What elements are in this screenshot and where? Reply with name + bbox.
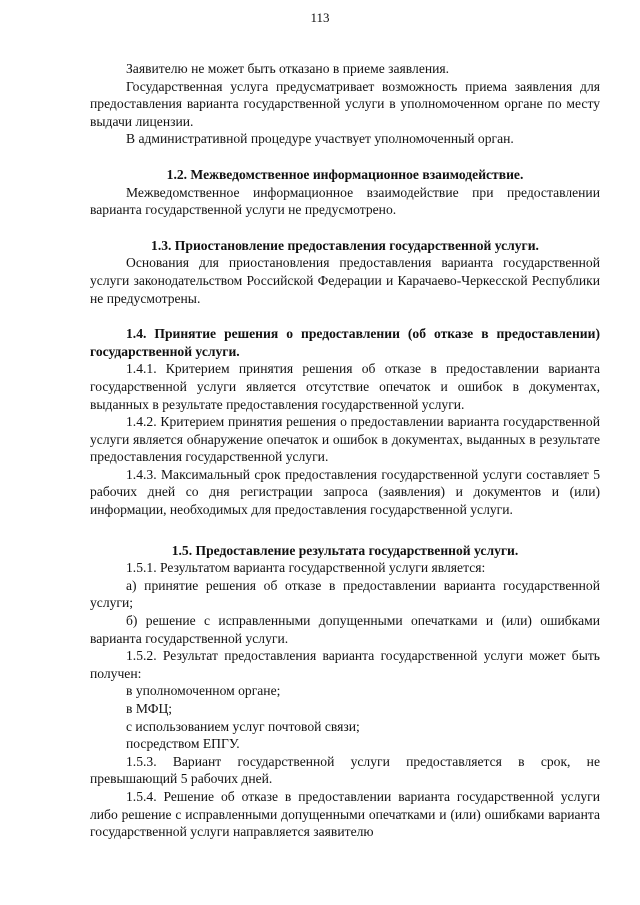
paragraph: 1.5.1. Результатом варианта государственной услуги является: [126,560,486,576]
list-item: б) решение с исправленными допущенными опечатками и (или) ошибками варианта государственной услуги. [90,613,600,646]
section-heading-1-5: 1.5. Предоставление результата государственной услуги. [171,542,519,558]
paragraph: 1.5.2. Результат предоставления варианта государственной услуги может быть получен: [90,648,600,681]
list-item: посредством ЕПГУ. [126,736,240,752]
paragraph: 1.5.3. Вариант государственной услуги предоставляется в срок, не превышающий 5 рабочих дней. [90,753,600,787]
paragraph: Основания для приостановления предоставления варианта государственной услуги законодательством Российской Федерации и Карачаево-Черкесской Республики не предусмотрены. [90,255,600,306]
paragraph: Государственная услуга предусматривает возможность приема заявления для предоставления варианта государственной услуги в уполномоченном органе по месту выдачи лицензии. [90,78,600,129]
paragraph: 1.5.4. Решение об отказе в предоставлении варианта государственной услуги либо решение с исправленными допущенными опечатками и (или) ошибками варианта государственной услуги направляется заявителю [90,788,600,840]
list-item: а) принятие решения об отказе в предоставлении варианта государственной услуги; [90,577,600,611]
list-item: в уполномоченном органе; [126,683,281,699]
section-heading-1-4: 1.4. Принятие решения о предоставлении (об отказе в предоставлении) государственной услуги. [90,326,600,359]
page-number: 113 [310,10,330,25]
spacer [90,148,600,166]
paragraph: В административной процедуре участвует уполномоченный орган. [126,131,514,147]
list-item: с использованием услуг почтовой связи; [126,718,360,734]
section-heading-1-3: 1.3. Приостановление предоставления государственной услуги. [151,237,539,253]
spacer [90,307,600,325]
spacer [90,519,600,542]
list-item: в МФЦ; [126,701,173,716]
section-heading-1-2: 1.2. Межведомственное информационное взаимодействие. [166,166,524,182]
paragraph: Заявителю не может быть отказано в приеме заявления. [126,61,450,76]
paragraph: 1.4.2. Критерием принятия решения о предоставлении варианта государственной услуги является обнаружение опечаток и ошибок в документах, выданных в результате предоставления государственной услуги. [90,414,600,465]
paragraph: 1.4.3. Максимальный срок предоставления государственной услуги составляет 5 рабочих дней со дня регистрации запроса (заявления) и документов и (или) информации, необходимых для предоставления государственной услуги. [90,466,600,518]
page-body [90,60,600,841]
paragraph: 1.4.1. Критерием принятия решения об отказе в предоставлении варианта государственной услуги является отсутствие опечаток и ошибок в документах, выданных в результате предоставления государственной услуги. [90,361,600,412]
paragraph: Межведомственное информационное взаимодействие при предоставлении варианта государственной услуги не предусмотрено. [90,184,600,218]
spacer [90,219,600,237]
